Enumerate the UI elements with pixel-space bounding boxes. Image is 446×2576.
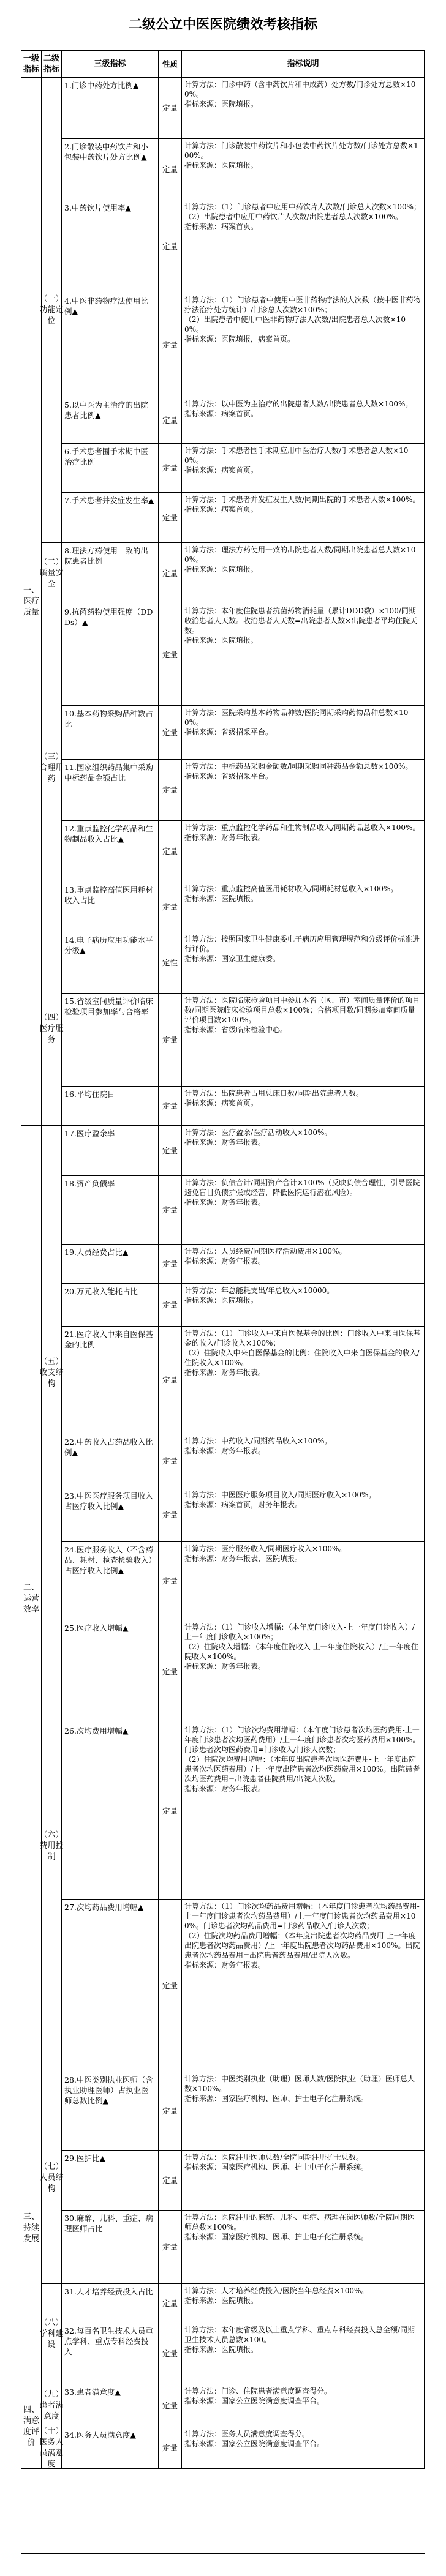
indicator-type: 定量 — [159, 2151, 182, 2211]
level3-indicator: 28.中医类别执业医师（含执业助理医师）占执业医师总数比例▲ — [62, 2072, 159, 2151]
level3-indicator: 9.抗菌药物使用强度（DDDs）▲ — [62, 604, 159, 706]
level3-indicator: 10.基本药物采购品种数占比 — [62, 706, 159, 760]
indicator-type: 定量 — [159, 2072, 182, 2151]
indicator-description: 计算方法：医院临床检验项目中参加本省（区、市）室间质量评价的项目数/同期医院临床检验项目总数×100%；合格项目数/同期参加室间质量评价项目数×100%。 指标来源：省级临床检验中心。 — [182, 994, 425, 1087]
level1-indicator: 一、医疗质量 — [21, 78, 42, 1126]
level3-indicator: 20.万元收入能耗占比 — [62, 1284, 159, 1327]
indicator-type: 定量 — [159, 1126, 182, 1176]
indicator-description: 计算方法：（1）门诊收入中来自医保基金的比例：门诊收入中来自医保基金的收入/门诊收入×100%； （2）住院收入中来自医保基金的比例：住院收入中来自医保基金的收入/住院收入×100%。 指标来源：财务年报表。 — [182, 1327, 425, 1434]
header-type: 性质 — [159, 51, 182, 78]
indicator-type: 定量 — [159, 604, 182, 706]
indicator-description: 计算方法：门诊中药（含中药饮片和中成药）处方数/门诊处方总数×100%。 指标来源：医院填报。 — [182, 78, 425, 139]
indicator-type: 定量 — [159, 2211, 182, 2284]
indicator-description: 计算方法：（1）门诊收入增幅：（本年度门诊收入-上一年度门诊收入）/上一年度门诊收入×100%； （2）住院收入增幅：（本年度住院收入-上一年度住院收入）/上一年度住院收入×100%。 指标来源：财务年报表。 — [182, 1620, 425, 1723]
indicator-description: 计算方法：人员经费/同期医疗活动费用×100%。 指标来源：财务年报表。 — [182, 1245, 425, 1284]
indicator-description: 计算方法：本年度住院患者抗菌药物消耗量（累计DDD数）×100/同期收治患者人天数。收治患者人天数=出院患者人数×出院患者平均住院天数。 指标来源：医院填报。 — [182, 604, 425, 706]
indicator-description: 计算方法：医疗盈余/医疗活动收入×100%。 指标来源：财务年报表。 — [182, 1126, 425, 1176]
level3-indicator: 14.电子病历应用功能水平分级▲ — [62, 932, 159, 994]
level2-indicator: （八）学科建设 — [42, 2284, 62, 2384]
indicator-description: 计算方法：医疗服务收入/同期医疗收入×100%。 指标来源：财务年报表，医院填报。 — [182, 1542, 425, 1620]
indicator-type: 定量 — [159, 1284, 182, 1327]
indicator-type: 定量 — [159, 1488, 182, 1542]
indicator-description: 计算方法：门诊、住院患者满意度调查得分。 指标来源：国家公立医院满意度调查平台。 — [182, 2384, 425, 2427]
indicator-description: 计算方法：手术患者围手术期应用中医治疗人数/手术患者总人数×100%。 指标来源：病案首页。 — [182, 444, 425, 493]
level3-indicator: 34.医务人员满意度▲ — [62, 2427, 159, 2469]
indicator-type: 定性 — [159, 932, 182, 994]
indicator-type: 定量 — [159, 444, 182, 493]
header-level2: 二级指标 — [42, 51, 62, 78]
indicator-description: 计算方法：负债合计/同期资产合计×100%（反映负债合理性，引导医院避免盲目负债扩张或经营，降低医院运行潜在风险）。 指标来源：财务年报表。 — [182, 1176, 425, 1245]
indicator-type: 定量 — [159, 2384, 182, 2427]
level2-indicator: （七）人员结构 — [42, 2072, 62, 2284]
indicator-description: 计算方法：医院采购基本药物品种数/医院同期采购药物品种总数×100%。 指标来源：省级招采平台。 — [182, 706, 425, 760]
indicator-description: 计算方法：理法方药使用一致的出院患者人数/同期出院患者总人数×100%。 指标来源：医院填报。 — [182, 543, 425, 604]
indicator-description: 计算方法：按照国家卫生健康委电子病历应用管理规范和分级评价标准进行评价。 指标来源：国家卫生健康委。 — [182, 932, 425, 994]
indicator-description: 计算方法：重点监控化学药品和生物制品收入/同期药品总收入×100%。 指标来源：财务年报表。 — [182, 821, 425, 882]
indicator-description: 计算方法：医务人员满意度调查得分。 指标来源：国家公立医院满意度调查平台。 — [182, 2427, 425, 2469]
indicator-type: 定量 — [159, 293, 182, 397]
indicator-type: 定量 — [159, 200, 182, 293]
level3-indicator: 25.医疗收入增幅▲ — [62, 1620, 159, 1723]
indicator-type: 定量 — [159, 1176, 182, 1245]
indicator-type: 定量 — [159, 2284, 182, 2323]
level3-indicator: 31.人才培养经费投入占比 — [62, 2284, 159, 2323]
level2-indicator: （一）功能定位 — [42, 78, 62, 543]
header-level3: 三级指标 — [62, 51, 159, 78]
level3-indicator: 18.资产负债率 — [62, 1176, 159, 1245]
level3-indicator: 7.手术患者并发症发生率▲ — [62, 493, 159, 543]
indicator-type: 定量 — [159, 78, 182, 139]
indicator-description: 计算方法：以中医为主治疗的出院患者人数/出院患者总人数×100%。 指标来源：病案首页。 — [182, 397, 425, 444]
level1-indicator: 四、满意度评价 — [21, 2384, 42, 2469]
indicator-type: 定量 — [159, 1542, 182, 1620]
level3-indicator: 5.以中医为主治疗的出院患者比例▲ — [62, 397, 159, 444]
indicator-type: 定量 — [159, 1900, 182, 2072]
level3-indicator: 19.人员经费占比▲ — [62, 1245, 159, 1284]
indicator-type: 定量 — [159, 2323, 182, 2384]
level1-indicator: 二、运营效率 — [21, 1126, 42, 2072]
indicator-description: 计算方法：本年度省级及以上重点学科、重点专科经费投入总金额/同期卫生技术人员总数×100。 指标来源：医院填报。 — [182, 2323, 425, 2384]
level2-indicator: （二）质量安全 — [42, 543, 62, 604]
indicator-description: 计算方法：中医类别执业（助理）医师人数/医院执业（助理）医师总人数×100%。 指标来源：国家医疗机构、医师、护士电子化注册系统。 — [182, 2072, 425, 2151]
indicator-description: 计算方法：（1）门诊次均药品费用增幅：（本年度门诊患者次均药品费用-上一年度门诊患者次均药品费用）/上一年度门诊患者次均药品费用×100%。门诊患者次均药品费用=门诊药品收入/门诊人次数； （2）住院次均药品费用增幅：（本年度出院患者次均药品费用-上一年度出院患者次均药品费用）/上一年度出院患者次均药品费用×100%。出院患者次均药品费用=出院患者药品费用/出院人次数。 指标来源：财务年报表。 — [182, 1900, 425, 2072]
indicator-type: 定量 — [159, 543, 182, 604]
header-level1: 一级指标 — [21, 51, 42, 78]
indicator-type: 定量 — [159, 1327, 182, 1434]
level2-indicator: （五）收支结构 — [42, 1126, 62, 1620]
indicator-description: 计算方法：医院注册医师总数/全院同期注册护士总数。 指标来源：国家医疗机构、医师、护士电子化注册系统。 — [182, 2151, 425, 2211]
level3-indicator: 17.医疗盈余率 — [62, 1126, 159, 1176]
level3-indicator: 6.手术患者围手术期中医治疗比例 — [62, 444, 159, 493]
level3-indicator: 29.医护比▲ — [62, 2151, 159, 2211]
indicator-type: 定量 — [159, 397, 182, 444]
indicator-description: 计算方法：手术患者并发症发生人数/同期出院的手术患者人数×100%。 指标来源：病案首页。 — [182, 493, 425, 543]
level3-indicator: 13.重点监控高值医用耗材收入占比 — [62, 882, 159, 932]
indicator-description: 计算方法：人才培养经费投入/医院当年总经费×100%。 指标来源：医院填报。 — [182, 2284, 425, 2323]
level3-indicator: 2.门诊散装中药饮片和小包装中药饮片处方比例▲ — [62, 139, 159, 200]
document-title: 二级公立中医医院绩效考核指标 — [128, 17, 317, 32]
level3-indicator: 24.医疗服务收入（不含药品、耗材、检查检验收入）占医疗收入比例▲ — [62, 1542, 159, 1620]
indicator-type: 定量 — [159, 882, 182, 932]
level3-indicator: 16.平均住院日 — [62, 1087, 159, 1126]
indicator-description: 计算方法：门诊散装中药饮片和小包装中药饮片处方数/门诊处方总数×100%。 指标来源：医院填报。 — [182, 139, 425, 200]
level3-indicator: 32.每百名卫生技术人员重点学科、重点专科经费投入 — [62, 2323, 159, 2384]
header-desc: 指标说明 — [182, 51, 425, 78]
level2-indicator: （十）医务人员满意度 — [39, 2426, 64, 2469]
level1-indicator: 三、持续发展 — [21, 2072, 42, 2384]
indicator-type: 定量 — [159, 1723, 182, 1900]
level3-indicator: 23.中医医疗服务项目收入占医疗收入比例▲ — [62, 1488, 159, 1542]
indicator-description: 计算方法：（1）门诊患者中使用中医非药物疗法的人次数（按中医非药物疗法治疗处方统计）/门诊总人次数×100%； （2）出院患者中使用中医非药物疗法人次数/出院患者总人次数×100%。 指标来源：医院填报，病案首页。 — [182, 293, 425, 397]
indicator-description: 计算方法：（1）门诊患者中应用中药饮片人次数/门诊总人次数×100%； （2）出院患者中应用中药饮片人次数/出院患者总人次数×100%。 指标来源：病案首页。 — [182, 200, 425, 293]
indicator-type: 定量 — [159, 139, 182, 200]
indicator-description: 计算方法：（1）门诊次均费用增幅：（本年度门诊患者次均医药费用-上一年度门诊患者次均医药费用）/上一年度门诊患者次均医药费用×100%。门诊患者次均医药费用=门诊收入/门诊人次数； （2）住院次均费用增幅：（本年度出院患者次均医药费用-上一年度出院患者次均医药费用）/上一年度出院患者次均医药费用×100%。出院患者次均医药费用=出院患者住院费用/出院人次数。 指标来源：财务年报表。 — [182, 1723, 425, 1900]
level3-indicator: 33.患者满意度▲ — [62, 2384, 159, 2427]
indicator-table — [21, 50, 425, 2554]
level3-indicator: 12.重点监控化学药品和生物制品收入占比▲ — [62, 821, 159, 882]
level3-indicator: 22.中药收入占药品收入比例▲ — [62, 1434, 159, 1488]
level3-indicator: 4.中医非药物疗法使用比例▲ — [62, 293, 159, 397]
indicator-type: 定量 — [159, 2427, 182, 2469]
level2-indicator: （九）患者满意度 — [42, 2384, 62, 2427]
document-page — [21, 0, 425, 2554]
level3-indicator: 21.医疗收入中来自医保基金的比例 — [62, 1327, 159, 1434]
level3-indicator: 3.中药饮片使用率▲ — [62, 200, 159, 293]
level3-indicator: 8.理法方药使用一致的出院患者比例 — [62, 543, 159, 604]
indicator-type: 定量 — [159, 760, 182, 821]
level2-indicator: （六）费用控制 — [42, 1620, 62, 2072]
level3-indicator: 1.门诊中药处方比例▲ — [62, 78, 159, 139]
indicator-description: 计算方法：年总能耗支出/年总收入×10000。 指标来源：医院填报。 — [182, 1284, 425, 1327]
indicator-type: 定量 — [159, 1434, 182, 1488]
level2-indicator: （三）合理用药 — [42, 604, 62, 932]
level3-indicator: 30.麻醉、儿科、重症、病理医师占比 — [62, 2211, 159, 2284]
indicator-description: 计算方法：中医医疗服务项目收入/同期医疗收入×100%。 指标来源：病案首页，财务年报表。 — [182, 1488, 425, 1542]
indicator-type: 定量 — [159, 493, 182, 543]
indicator-type: 定量 — [159, 706, 182, 760]
level3-indicator: 11.国家组织药品集中采购中标药品金额占比 — [62, 760, 159, 821]
indicator-type: 定量 — [159, 821, 182, 882]
level3-indicator: 27.次均药品费用增幅▲ — [62, 1900, 159, 2072]
indicator-description: 计算方法：重点监控高值医用耗材收入/同期耗材总收入×100%。 指标来源：医院填报。 — [182, 882, 425, 932]
indicator-type: 定量 — [159, 1620, 182, 1723]
indicator-description: 计算方法：中标药品采购金额数/同期采购同种药品金额总数×100%。 指标来源：省级招采平台。 — [182, 760, 425, 821]
indicator-description: 计算方法：中药收入/同期药品收入×100%。 指标来源：财务年报表。 — [182, 1434, 425, 1488]
level3-indicator: 26.次均费用增幅▲ — [62, 1723, 159, 1900]
indicator-type: 定量 — [159, 1087, 182, 1126]
indicator-description: 计算方法：出院患者占用总床日数/同期出院患者人数。 指标来源：病案首页。 — [182, 1087, 425, 1126]
level3-indicator: 15.省级室间质量评价临床检验项目参加率与合格率 — [62, 994, 159, 1087]
indicator-type: 定量 — [159, 1245, 182, 1284]
indicator-description: 计算方法：医院注册的麻醉、儿科、重症、病理在岗医师数/全院同期医师总数×100%。 指标来源：国家医疗机构、医师、护士电子化注册系统。 — [182, 2211, 425, 2284]
indicator-type: 定量 — [159, 994, 182, 1087]
level2-indicator: （四）医疗服务 — [42, 932, 62, 1126]
